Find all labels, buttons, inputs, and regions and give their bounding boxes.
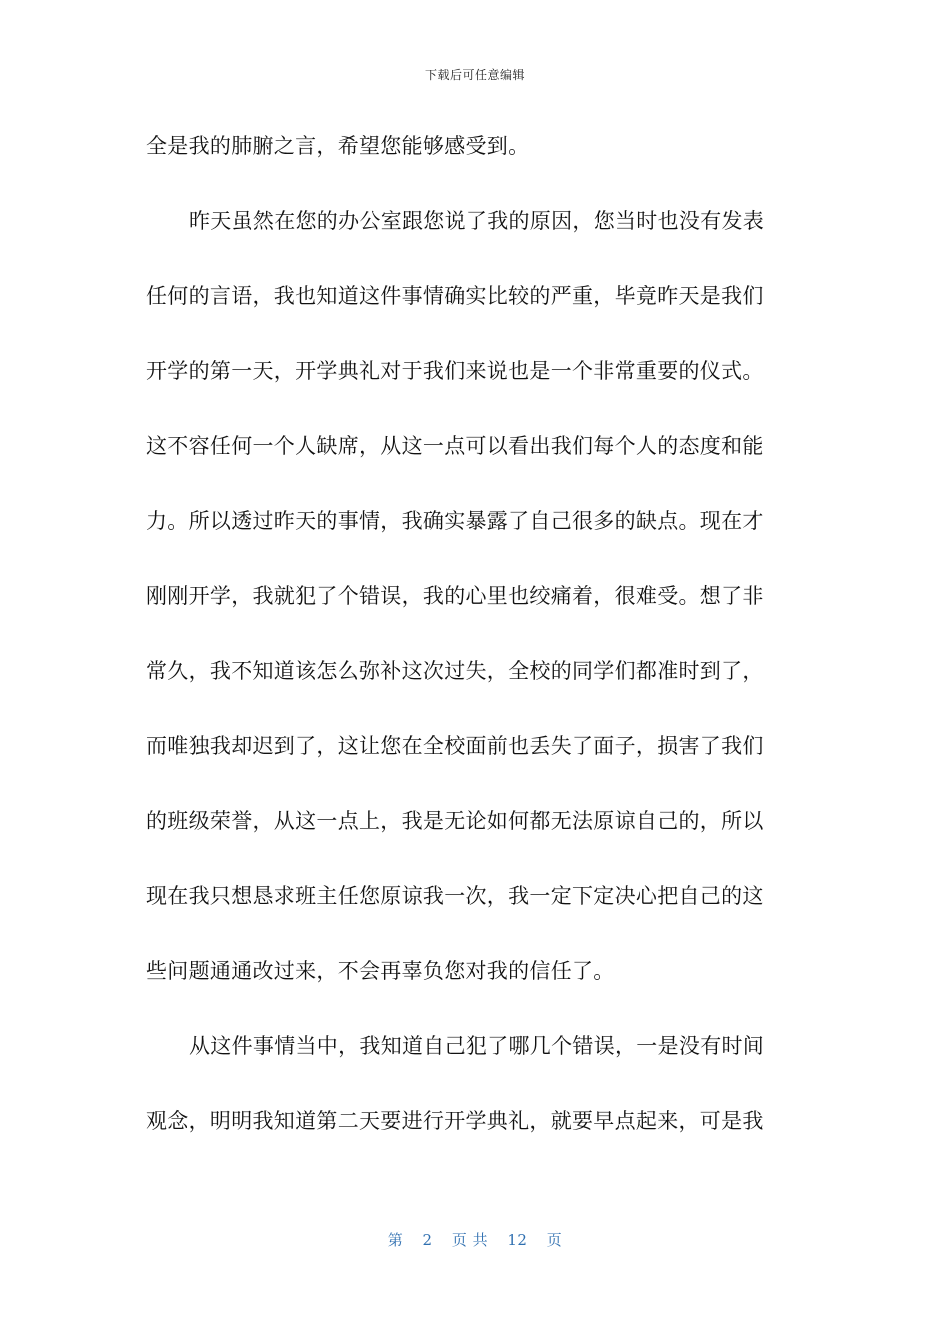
page-footer — [0, 1229, 950, 1250]
body-line: 开学的第一天，开学典礼对于我们来说也是一个非常重要的仪式。 — [146, 359, 764, 383]
body-line: 从这件事情当中，我知道自己犯了哪几个错误，一是没有时间 — [189, 1034, 765, 1058]
footer-current-page: 2 — [422, 1231, 433, 1249]
body-line: 昨天虽然在您的办公室跟您说了我的原因，您当时也没有发表 — [189, 209, 765, 233]
document-body — [146, 126, 792, 1176]
page-header-note: 下载后可任意编辑 — [424, 68, 525, 82]
body-line: 力。所以透过昨天的事情，我确实暴露了自己很多的缺点。现在才 — [146, 509, 764, 533]
body-line: 刚刚开学，我就犯了个错误，我的心里也绞痛着，很难受。想了非 — [146, 584, 764, 608]
body-line: 全是我的肺腑之言，希望您能够感受到。 — [146, 134, 530, 158]
body-line: 常久，我不知道该怎么弥补这次过失，全校的同学们都准时到了， — [146, 659, 764, 683]
body-line: 任何的言语，我也知道这件事情确实比较的严重，毕竟昨天是我们 — [146, 284, 764, 308]
footer-middle: 页 共 — [451, 1231, 489, 1249]
body-line: 观念，明明我知道第二天要进行开学典礼，就要早点起来，可是我 — [146, 1109, 764, 1133]
footer-total-pages: 12 — [507, 1231, 528, 1249]
footer-prefix: 第 — [387, 1231, 404, 1249]
body-line: 些问题通通改过来，不会再辜负您对我的信任了。 — [146, 959, 615, 983]
body-line: 这不容任何一个人缺席，从这一点可以看出我们每个人的态度和能 — [146, 434, 764, 458]
body-line: 现在我只想恳求班主任您原谅我一次，我一定下定决心把自己的这 — [146, 884, 764, 908]
footer-suffix: 页 — [546, 1231, 563, 1249]
body-line: 的班级荣誉，从这一点上，我是无论如何都无法原谅自己的，所以 — [146, 809, 764, 833]
body-line: 而唯独我却迟到了，这让您在全校面前也丢失了面子，损害了我们 — [146, 734, 764, 758]
